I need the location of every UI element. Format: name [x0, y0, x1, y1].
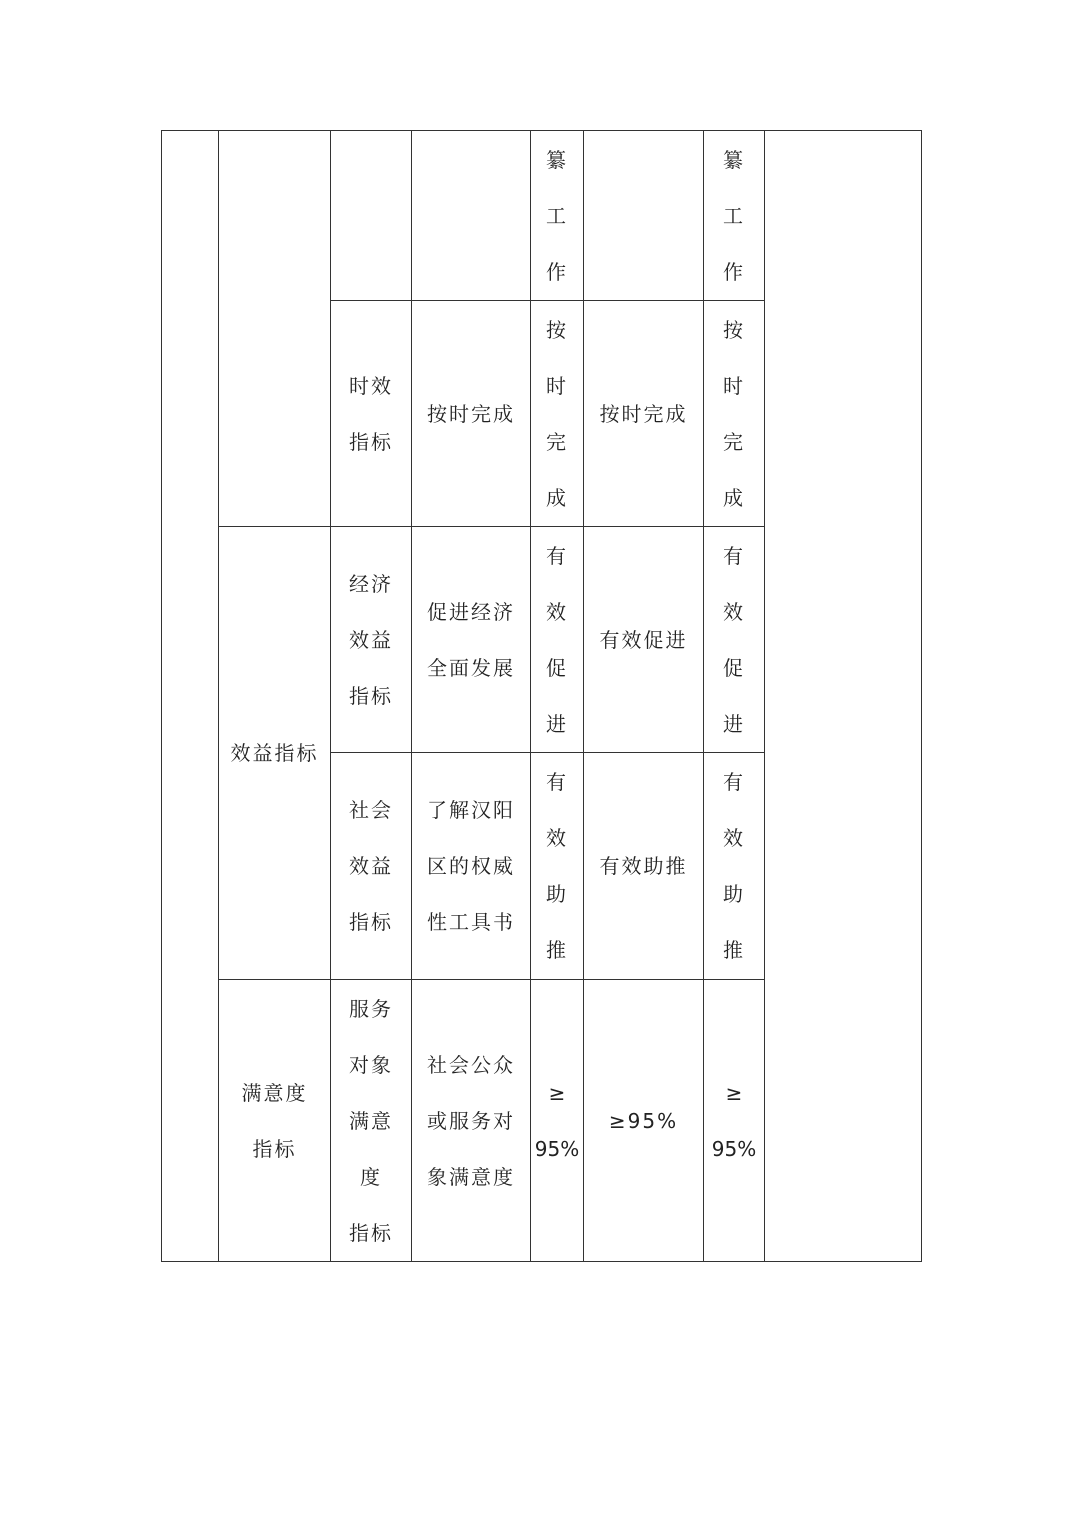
- metric-line: 度: [360, 1164, 382, 1189]
- metric-cell: [331, 131, 412, 301]
- content-line: 了解汉阳: [427, 798, 515, 822]
- group-satisfaction-cell: [219, 980, 331, 1262]
- value-b-char: 按: [723, 317, 745, 342]
- metric-line: 指标: [349, 910, 393, 934]
- target-cell: [584, 753, 704, 980]
- metric-line: 指标: [349, 429, 393, 454]
- value-b-char: 纂: [723, 147, 745, 172]
- value-a-char: 按: [546, 317, 568, 342]
- target-text: 有效助推: [599, 854, 688, 878]
- content-line: 象满意度: [427, 1164, 515, 1189]
- value-b-char: 完: [723, 429, 745, 454]
- value-a-char: 助: [546, 882, 568, 906]
- value-a-char: 纂: [546, 147, 568, 172]
- metric-cell: [331, 301, 412, 527]
- metric-line: 满意: [349, 1108, 393, 1133]
- target-cell: [584, 980, 704, 1262]
- target-cell: [584, 131, 704, 301]
- group-output-cell: [219, 131, 331, 527]
- value-a-char: 时: [546, 373, 568, 398]
- value-a-char: 工: [546, 203, 568, 228]
- performance-indicator-table: [161, 130, 922, 1262]
- content-cell: [412, 527, 531, 753]
- value-a-cell: [531, 753, 584, 980]
- metric-line: 社会: [349, 798, 393, 822]
- value-b-char: 助: [723, 882, 745, 906]
- value-b-char: 有: [723, 543, 745, 568]
- value-b-char: 成: [723, 485, 745, 510]
- value-b-cell: [704, 753, 765, 980]
- value-a-cell: [531, 980, 584, 1262]
- content-cell: [412, 301, 531, 527]
- target-text: 按时完成: [599, 401, 688, 426]
- value-a-char: 推: [546, 938, 568, 962]
- group-benefit-label: 效益指标: [230, 741, 319, 765]
- metric-cell: [331, 753, 412, 980]
- content-line: 或服务对: [427, 1108, 515, 1133]
- content-line: 区的权威: [427, 854, 515, 878]
- group-satisfaction-line: 满意度: [241, 1080, 308, 1105]
- value-a-char: 完: [546, 429, 568, 454]
- metric-line: 效益: [349, 854, 393, 878]
- content-cell: [412, 131, 531, 301]
- value-a-line: ≥: [548, 1080, 566, 1105]
- value-a-char: 有: [546, 543, 568, 568]
- table-row: [162, 131, 922, 301]
- content-cell: [412, 753, 531, 980]
- left-blank-cell: [162, 131, 219, 1262]
- value-b-line: 95%: [711, 1136, 757, 1161]
- value-b-char: 效: [723, 599, 745, 624]
- value-a-char: 促: [546, 655, 568, 680]
- value-a-char: 作: [546, 259, 568, 284]
- value-b-cell: [704, 301, 765, 527]
- group-benefit-cell: [219, 527, 331, 980]
- value-a-char: 有: [546, 770, 568, 794]
- value-b-char: 推: [723, 938, 745, 962]
- content-line: 社会公众: [427, 1052, 515, 1077]
- value-b-char: 促: [723, 655, 745, 680]
- value-b-cell: [704, 527, 765, 753]
- value-a-char: 成: [546, 485, 568, 510]
- metric-line: 效益: [349, 627, 393, 652]
- value-b-cell: [704, 980, 765, 1262]
- value-b-cell: [704, 131, 765, 301]
- target-text: 有效促进: [599, 627, 688, 652]
- metric-line: 服务: [349, 996, 393, 1021]
- value-a-cell: [531, 131, 584, 301]
- content-text: 按时完成: [427, 401, 515, 426]
- metric-line: 指标: [349, 683, 393, 708]
- value-a-char: 效: [546, 599, 568, 624]
- value-a-char: 进: [546, 711, 568, 736]
- value-b-char: 时: [723, 373, 745, 398]
- target-text: ≥95%: [608, 1108, 679, 1133]
- metric-line: 对象: [349, 1052, 393, 1077]
- target-cell: [584, 527, 704, 753]
- group-satisfaction-line: 指标: [252, 1136, 297, 1161]
- content-line: 促进经济: [427, 599, 515, 624]
- metric-line: 指标: [349, 1220, 393, 1245]
- value-b-line: ≥: [725, 1080, 743, 1105]
- value-b-char: 工: [723, 203, 745, 228]
- value-a-cell: [531, 301, 584, 527]
- value-b-char: 效: [723, 826, 745, 850]
- value-a-cell: [531, 527, 584, 753]
- target-cell: [584, 301, 704, 527]
- metric-cell: [331, 527, 412, 753]
- value-a-line: 95%: [534, 1136, 580, 1161]
- metric-line: 经济: [349, 571, 393, 596]
- content-cell: [412, 980, 531, 1262]
- content-line: 性工具书: [427, 910, 515, 934]
- right-blank-cell: [765, 131, 922, 1262]
- metric-cell: [331, 980, 412, 1262]
- content-line: 全面发展: [427, 655, 515, 680]
- value-a-char: 效: [546, 826, 568, 850]
- metric-line: 时效: [349, 373, 393, 398]
- value-b-char: 进: [723, 711, 745, 736]
- value-b-char: 有: [723, 770, 745, 794]
- value-b-char: 作: [723, 259, 745, 284]
